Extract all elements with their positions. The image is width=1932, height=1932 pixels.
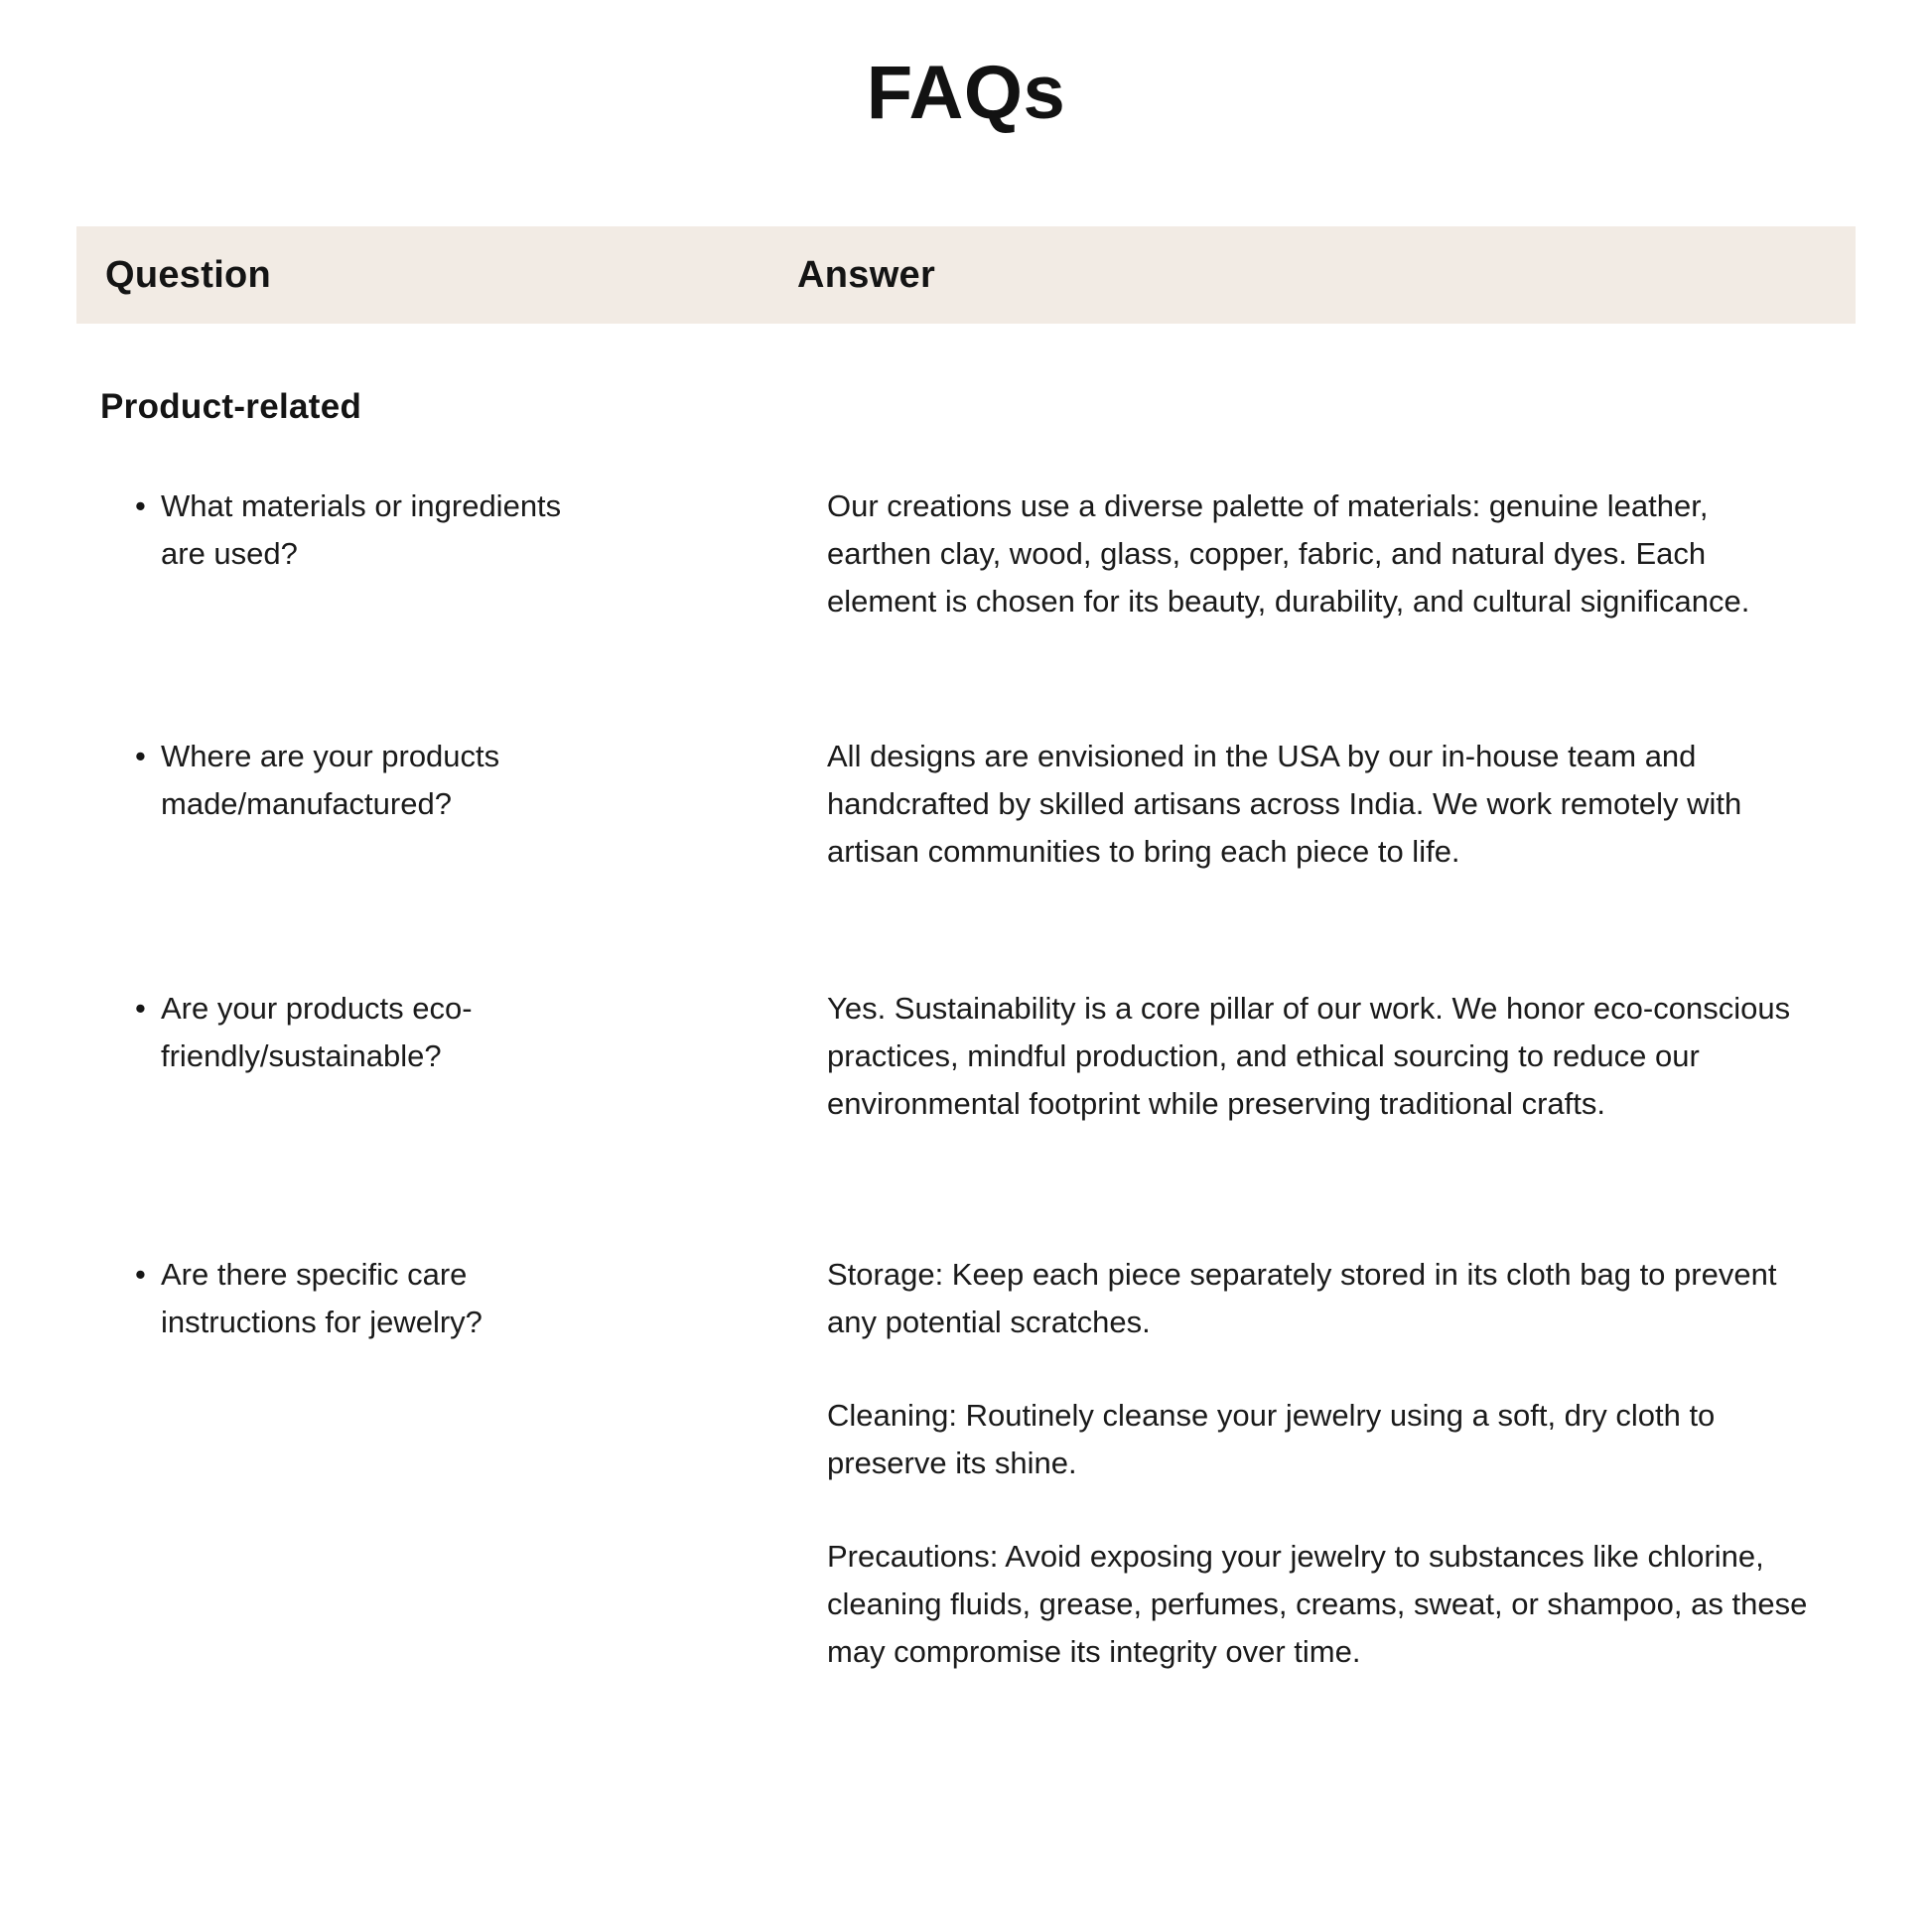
faq-row-care-instructions — [100, 1251, 1856, 1676]
question-cell — [135, 483, 827, 625]
page-title: FAQs — [866, 51, 1066, 135]
answer-paragraph-storage: Storage: Keep each piece separately stored in its cloth bag to prevent any potential scratches. — [827, 1257, 1777, 1339]
bullet-icon: • — [135, 991, 146, 1026]
answer-cell — [827, 733, 1856, 876]
question-cell — [135, 985, 827, 1128]
question-cell — [135, 1251, 827, 1676]
question-text: Where are your products made/manufactured? — [161, 739, 500, 821]
answer-paragraph: Yes. Sustainability is a core pillar of our work. We honor eco-conscious practices, mindful production, and ethical sourcing to reduce our environmental footprint while preserving traditional crafts. — [827, 991, 1791, 1121]
faq-row-materials — [100, 483, 1856, 625]
faq-row-made-manufactured — [100, 733, 1856, 876]
question-cell — [135, 733, 827, 876]
section-heading: Product-related — [100, 387, 362, 426]
answer-paragraph: Our creations use a diverse palette of materials: genuine leather, earthen clay, wood, glass, copper, fabric, and natural dyes. Each element is chosen for its beauty, durability, and cultural significance. — [827, 488, 1750, 619]
bullet-icon: • — [135, 739, 146, 773]
answer-column-header: Answer — [797, 253, 936, 296]
faq-table-body — [76, 387, 1856, 1676]
table-header-row — [76, 226, 1856, 324]
question-column-header: Question — [105, 253, 272, 296]
answer-cell — [827, 1251, 1856, 1676]
bullet-icon: • — [135, 488, 146, 523]
question-text: What materials or ingredients are used? — [161, 488, 562, 571]
answer-cell — [827, 483, 1856, 625]
answer-paragraph-cleaning: Cleaning: Routinely cleanse your jewelry using a soft, dry cloth to preserve its shine. — [827, 1398, 1716, 1480]
question-text: Are there specific care instructions for jewelry? — [161, 1257, 483, 1339]
answer-cell — [827, 985, 1856, 1128]
question-text: Are your products eco-friendly/sustainable? — [161, 991, 473, 1073]
bullet-icon: • — [135, 1257, 146, 1292]
answer-paragraph-precautions: Precautions: Avoid exposing your jewelry to substances like chlorine, cleaning fluids, grease, perfumes, creams, sweat, or shampoo, as these may compromise its integrity over time. — [827, 1539, 1808, 1669]
answer-paragraph: All designs are envisioned in the USA by our in-house team and handcrafted by skilled artisans across India. We work remotely with artisan communities to bring each piece to life. — [827, 739, 1742, 869]
faq-row-eco-friendly — [100, 985, 1856, 1128]
